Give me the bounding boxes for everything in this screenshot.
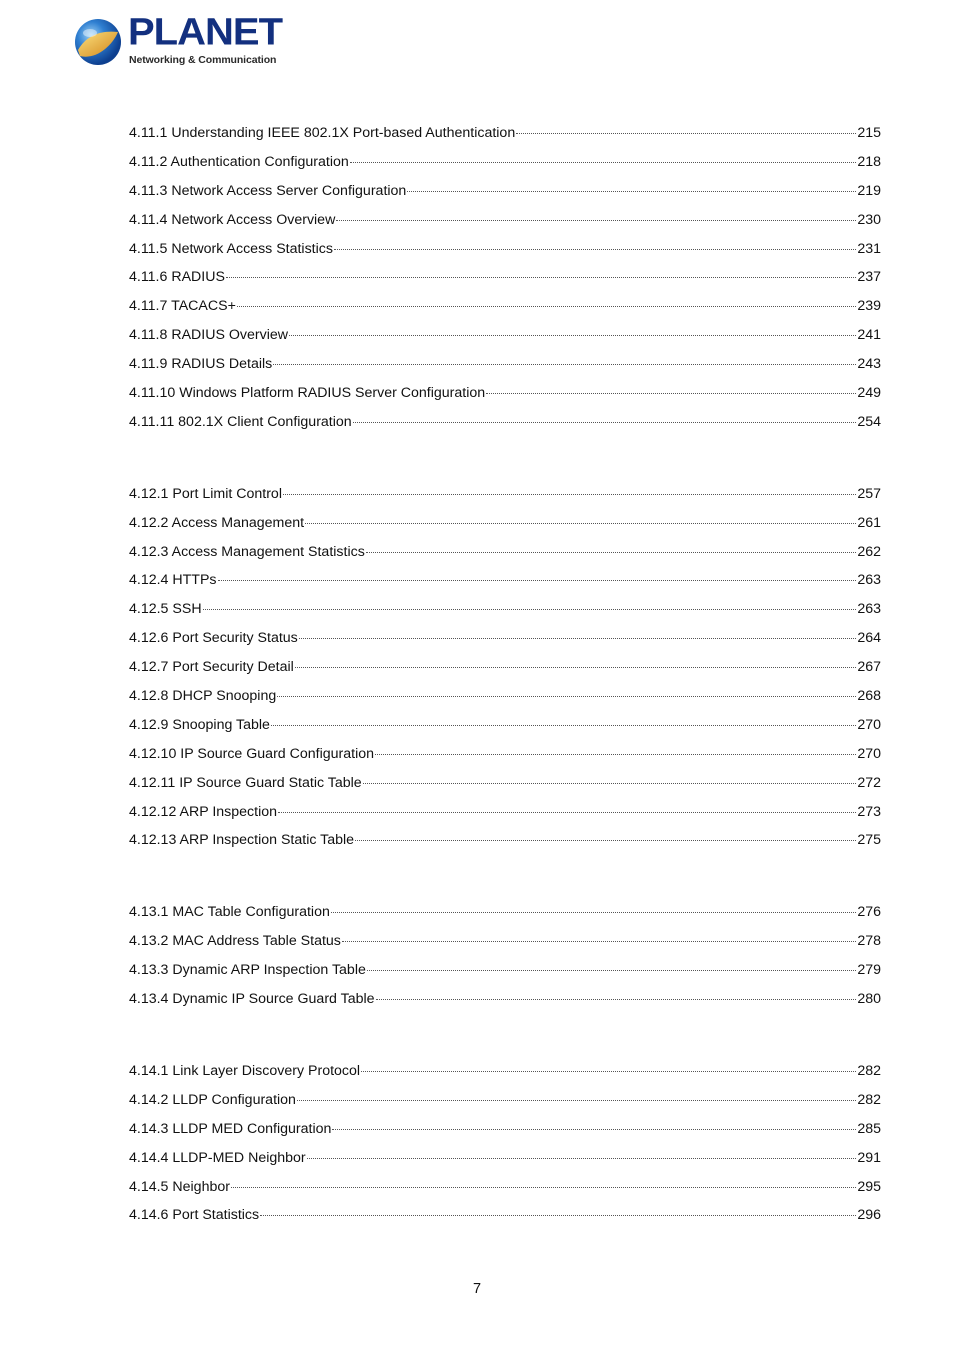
toc-entry-title: 4.14.5 Neighbor: [129, 1178, 230, 1195]
dot-leader: [278, 812, 856, 813]
toc-entry-page: 278: [857, 933, 881, 950]
toc-entry-page: 243: [857, 356, 881, 373]
toc-entry-page: 231: [857, 240, 881, 257]
toc-entry-page: 264: [857, 630, 881, 647]
dot-leader: [486, 393, 856, 394]
toc-entry[interactable]: [129, 826, 881, 855]
toc-entry-title: 4.11.2 Authentication Configuration: [129, 153, 349, 170]
dot-leader: [226, 277, 856, 278]
toc-entry[interactable]: [129, 898, 881, 927]
toc-entry-title: 4.12.4 HTTPs: [129, 572, 217, 589]
toc-entry-title: 4.12.9 Snooping Table: [129, 716, 270, 733]
toc-entry-page: 280: [857, 991, 881, 1008]
dot-leader: [295, 667, 857, 668]
toc-entry[interactable]: [129, 711, 881, 740]
toc-entry-page: 257: [857, 485, 881, 502]
toc-entry[interactable]: [129, 595, 881, 624]
dot-leader: [342, 941, 856, 942]
toc-entry[interactable]: [129, 653, 881, 682]
toc-entry-page: 239: [857, 298, 881, 315]
toc-entry[interactable]: [129, 263, 881, 292]
toc-entry-title: 4.11.8 RADIUS Overview: [129, 327, 289, 344]
dot-leader: [361, 1071, 856, 1072]
toc-entry[interactable]: [129, 1057, 881, 1086]
toc-entry-page: 254: [857, 413, 881, 430]
toc-entry[interactable]: [129, 408, 881, 437]
toc-entry-page: 282: [857, 1091, 881, 1108]
toc-entry-page: 275: [857, 832, 881, 849]
toc-section: [129, 1057, 881, 1230]
toc-entry-title: 4.13.3 Dynamic ARP Inspection Table: [129, 962, 366, 979]
toc-entry[interactable]: [129, 148, 881, 177]
dot-leader: [305, 523, 856, 524]
toc-entry[interactable]: [129, 1201, 881, 1230]
toc-entry-page: 263: [857, 601, 881, 618]
toc-entry-page: 270: [857, 716, 881, 733]
toc-entry-page: 285: [857, 1120, 881, 1137]
toc-entry-title: 4.12.12 ARP Inspection: [129, 803, 278, 820]
dot-leader: [366, 552, 857, 553]
toc-entry-page: 272: [857, 774, 881, 791]
toc-entry-page: 295: [857, 1178, 881, 1195]
brand-wordmark: PLANET: [128, 11, 282, 53]
toc-entry-page: 273: [857, 803, 881, 820]
dot-leader: [332, 1129, 856, 1130]
dot-leader: [350, 162, 857, 163]
toc-entry-title: 4.12.6 Port Security Status: [129, 630, 298, 647]
toc-entry-title: 4.12.7 Port Security Detail: [129, 659, 294, 676]
dot-leader: [237, 306, 856, 307]
toc-entry-page: 267: [857, 659, 881, 676]
toc-entry[interactable]: [129, 1173, 881, 1202]
toc-entry-title: 4.11.10 Windows Platform RADIUS Server Configuration: [129, 385, 486, 402]
toc-entry-title: 4.11.9 RADIUS Details: [129, 356, 273, 373]
toc-entry-title: 4.13.4 Dynamic IP Source Guard Table: [129, 991, 375, 1008]
dot-leader: [203, 609, 857, 610]
toc-entry[interactable]: [129, 624, 881, 653]
toc-entry-page: 268: [857, 688, 881, 705]
toc-entry-page: 219: [857, 182, 881, 199]
dot-leader: [336, 220, 856, 221]
toc-entry-title: 4.11.6 RADIUS: [129, 269, 225, 286]
toc-entry[interactable]: [129, 1115, 881, 1144]
planet-logo: [72, 11, 282, 72]
toc-entry[interactable]: [129, 350, 881, 379]
toc-entry-page: 279: [857, 962, 881, 979]
toc-entry[interactable]: [129, 235, 881, 264]
toc-entry-page: 261: [857, 514, 881, 531]
toc-entry-title: 4.11.3 Network Access Server Configuration: [129, 182, 407, 199]
dot-leader: [297, 1100, 856, 1101]
toc-entry-title: 4.14.3 LLDP MED Configuration: [129, 1120, 332, 1137]
dot-leader: [277, 696, 856, 697]
toc-entry-title: 4.12.8 DHCP Snooping: [129, 688, 277, 705]
toc-entry-title: 4.12.1 Port Limit Control: [129, 485, 282, 502]
toc-entry-title: 4.11.7 TACACS+: [129, 298, 236, 315]
toc-entry-title: 4.12.2 Access Management: [129, 514, 305, 531]
toc-entry[interactable]: [129, 292, 881, 321]
toc-entry[interactable]: [129, 177, 881, 206]
toc-entry-title: 4.11.11 802.1X Client Configuration: [129, 413, 352, 430]
toc-entry[interactable]: [129, 509, 881, 538]
dot-leader: [375, 754, 856, 755]
toc-entry-title: 4.12.3 Access Management Statistics: [129, 543, 365, 560]
page-number: 7: [472, 1281, 482, 1297]
toc-section: [129, 119, 881, 437]
toc-entry-page: 270: [857, 745, 881, 762]
toc-entry-title: 4.14.2 LLDP Configuration: [129, 1091, 296, 1108]
dot-leader: [376, 999, 857, 1000]
toc-entry[interactable]: [129, 566, 881, 595]
dot-leader: [260, 1215, 856, 1216]
dot-leader: [367, 970, 856, 971]
brand-tagline: Networking & Communication: [129, 54, 277, 66]
dot-leader: [218, 580, 857, 581]
toc-entry-page: 263: [857, 572, 881, 589]
toc-entry-page: 276: [857, 904, 881, 921]
toc-entry[interactable]: [129, 538, 881, 567]
dot-leader: [273, 364, 856, 365]
toc-entry[interactable]: [129, 119, 881, 148]
dot-leader: [307, 1158, 857, 1159]
dot-leader: [516, 133, 856, 134]
toc-entry-title: 4.14.1 Link Layer Discovery Protocol: [129, 1062, 361, 1079]
toc-entry[interactable]: [129, 956, 881, 985]
toc-entry[interactable]: [129, 1086, 881, 1115]
toc-entry-page: 282: [857, 1062, 881, 1079]
toc-entry-page: 291: [857, 1149, 881, 1166]
toc-entry-title: 4.12.13 ARP Inspection Static Table: [129, 832, 355, 849]
dot-leader: [331, 912, 856, 913]
toc-entry-page: 262: [857, 543, 881, 560]
dot-leader: [355, 840, 856, 841]
toc-entry[interactable]: [129, 379, 881, 408]
toc-section: [129, 898, 881, 1014]
toc-entry[interactable]: [129, 682, 881, 711]
toc-entry-title: 4.12.10 IP Source Guard Configuration: [129, 745, 375, 762]
dot-leader: [283, 494, 856, 495]
toc-entry-page: 296: [857, 1207, 881, 1224]
dot-leader: [353, 422, 857, 423]
toc-entry-title: 4.13.2 MAC Address Table Status: [129, 933, 341, 950]
dot-leader: [231, 1187, 856, 1188]
dot-leader: [299, 638, 857, 639]
toc-entry-title: 4.11.4 Network Access Overview: [129, 211, 336, 228]
toc-entry-title: 4.14.4 LLDP-MED Neighbor: [129, 1149, 306, 1166]
toc-entry-page: 215: [857, 125, 881, 141]
toc-entry-title: 4.14.6 Port Statistics: [129, 1207, 260, 1224]
dot-leader: [289, 335, 856, 336]
dot-leader: [334, 249, 856, 250]
toc-section: [129, 480, 881, 856]
toc-entry[interactable]: [129, 206, 881, 235]
toc-entry-page: 237: [857, 269, 881, 286]
toc-entry[interactable]: [129, 740, 881, 769]
toc-entry[interactable]: [129, 798, 881, 827]
toc-entry[interactable]: [129, 1144, 881, 1173]
toc-entry-title: 4.11.5 Network Access Statistics: [129, 240, 333, 257]
globe-icon: [72, 16, 124, 68]
toc-entry[interactable]: [129, 480, 881, 509]
toc-entry-title: 4.13.1 MAC Table Configuration: [129, 904, 330, 921]
toc-entry-page: 241: [857, 327, 881, 344]
toc-entry-page: 218: [857, 153, 881, 170]
dot-leader: [407, 191, 856, 192]
toc-entry[interactable]: [129, 927, 881, 956]
dot-leader: [271, 725, 856, 726]
dot-leader: [363, 783, 857, 784]
toc-entry-title: 4.12.5 SSH: [129, 601, 202, 618]
toc-entry[interactable]: [129, 321, 881, 350]
toc-entry[interactable]: [129, 985, 881, 1014]
table-of-contents: [129, 119, 881, 1273]
toc-entry-page: 230: [857, 211, 881, 228]
toc-entry-page: 249: [857, 385, 881, 402]
toc-entry[interactable]: [129, 769, 881, 798]
toc-entry-title: 4.11.1 Understanding IEEE 802.1X Port-based Authentication: [129, 125, 516, 141]
toc-entry-title: 4.12.11 IP Source Guard Static Table: [129, 774, 362, 791]
